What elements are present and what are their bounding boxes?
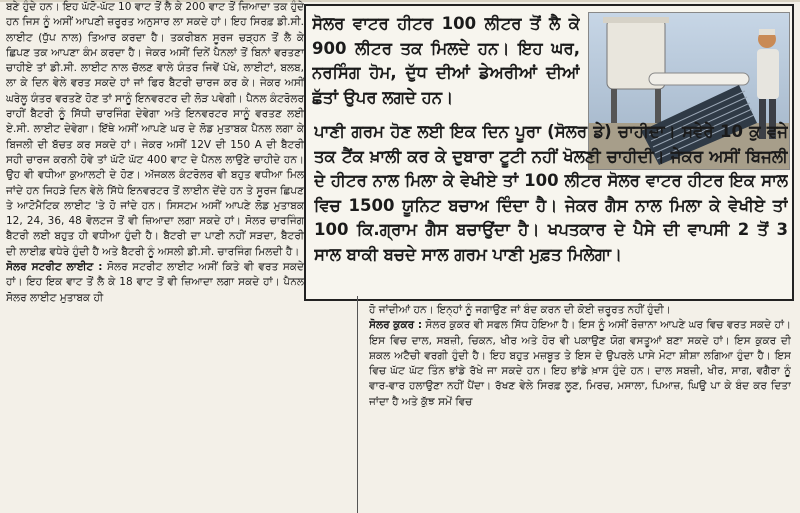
cooker-heading: ਸੋਲਰ ਕੁਕਰ :	[369, 319, 423, 332]
box-top-text: ਸੋਲਰ ਵਾਟਰ ਹੀਟਰ 100 ਲੀਟਰ ਤੋਂ ਲੈ ਕੇ 900 ਲੀਟਰ ਤਕ ਮਿਲਦੇ ਹਨ। ਇਹ ਘਰ, ਨਰਸਿੰਗ ਹੋਮ, ਦੁੱਧ ਦੀਆਂ ਡੇਅਰੀਆਂ ਦੀਆਂ ਛੱਤਾਂ ਉਪਰ ਲਗਦੇ ਹਨ।	[312, 14, 580, 107]
left-paragraph: ਬਣੇ ਹੁੰਦੇ ਹਨ। ਇਹ ਘੱਟੋ-ਘੱਟ 10 ਵਾਟ ਤੋਂ ਲੈ ਕੇ 200 ਵਾਟ ਤੋਂ ਜ਼ਿਆਦਾ ਤਕ ਹੁੰਦੇ ਹਨ ਜਿਸ ਨੂੰ ਅਸੀਂ ਆਪਣੀ ਜ਼ਰੂਰਤ ਅਨੁਸਾਰ ਲਾ ਸਕਦੇ ਹਾਂ। ਇਹ ਸਿਰਫ਼ ਡੀ.ਸੀ. ਲਾਈਟ (ਧੁੱਪ ਨਾਲ) ਤਿਆਰ ਕਰਦਾ ਹੈ। ਤਕਰੀਬਨ ਸੂਰਜ ਚੜ੍ਹਨ ਤੋਂ ਲੈ ਕੇ ਛਿਪਣ ਤਕ ਆਪਣਾ ਕੰਮ ਕਰਦਾ ਹੈ। ਜੇਕਰ ਅਸੀਂ ਦਿਨੇਂ ਪੈਨਲਾਂ ਤੋਂ ਬਿਨਾਂ ਵਰਤਣਾ ਚਾਹੀਏ ਤਾਂ ਡੀ.ਸੀ. ਲਾਈਟ ਨਾਲ ਚੱਲਣ ਵਾਲੇ ਯੰਤਰ ਜਿਵੇਂ ਪੱਖੇ, ਲਾਈਟਾਂ, ਬਲਬ, ਲਾ ਕੇ ਦਿਨ ਵੇਲੇ ਵਰਤ ਸਕਦੇ ਹਾਂ ਜਾਂ ਫਿਰ ਬੈਟਰੀ ਚਾਰਜ ਕਰ ਕੇ। ਜੇਕਰ ਅਸੀਂ ਘਰੇਲੂ ਯੰਤਰ ਵਰਤਣੇ ਹੋਣ ਤਾਂ ਸਾਨੂੰ ਇਨਵਰਟਰ ਦੀ ਲੋੜ ਪਵੇਗੀ। ਪੈਨਲ ਕੰਟਰੋਲਰ ਰਾਹੀਂ ਬੈਟਰੀ ਨੂੰ ਸਿੱਧੀ ਚਾਰਜਿੰਗ ਦੇਵੇਗਾ ਅਤੇ ਇਨਵਰਟਰ ਸਾਨੂੰ ਵਰਤਣ ਲਈ ਏ.ਸੀ. ਲਾਈਟ ਦੇਵੇਗਾ। ਇੱਥੇ ਅਸੀਂ ਆਪਣੇ ਘਰ ਦੇ ਲੋਡ ਮੁਤਾਬਕ ਪੈਨਲ ਲਗਾ ਕੇ ਬਿਜਲੀ ਦੀ ਬੱਚਤ ਕਰ ਸਕਦੇ ਹਾਂ। ਜੇਕਰ ਅਸੀਂ 12V ਦੀ 150 A ਦੀ ਬੈਟਰੀ ਸਹੀ ਚਾਰਜ ਕਰਨੀ ਹੋਵੇ ਤਾਂ ਘੱਟੋ ਘੱਟ 400 ਵਾਟ ਦੇ ਪੈਨਲ ਲਾਉਣੇ ਚਾਹੀਦੇ ਹਨ। ਉਹ ਵੀ ਵਧੀਆ ਕੁਆਲਟੀ ਦੇ ਹੋਣ। ਅੱਜਕਲ ਕੰਟਰੋਲਰ ਵੀ ਬਹੁਤ ਵਧੀਆ ਮਿਲ ਜਾਂਦੇ ਹਨ ਜਿਹੜੇ ਦਿਨ ਵੇਲੇ ਸਿੱਧੇ ਇਨਵਰਟਰ ਤੋਂ ਲਾਈਨ ਦੇਂਦੇ ਹਨ ਤੇ ਸੂਰਜ ਛਿਪਣ ਤੇ ਆਟੋਮੈਟਿਕ ਲਾਈਟ 'ਤੇ ਹੋ ਜਾਂਦੇ ਹਨ। ਸਿਸਟਮ ਅਸੀਂ ਆਪਣੇ ਲੋਡ ਮੁਤਾਬਕ 12, 24, 36, 48 ਵੋਲਟਜ ਤੋਂ ਵੀ ਜ਼ਿਆਦਾ ਲਗਾ ਸਕਦੇ ਹਾਂ। ਸੋਲਰ ਚਾਰਜਿੰਗ ਬੈਟਰੀ ਲਈ ਬਹੁਤ ਹੀ ਵਧੀਆ ਹੁੰਦੀ ਹੈ। ਬੈਟਰੀ ਦਾ ਪਾਣੀ ਨਹੀਂ ਸੜਦਾ, ਬੈਟਰੀ ਦੀ ਲਾਈਫ਼ ਵਧੇਰੇ ਹੁੰਦੀ ਹੈ ਅਤੇ ਬੈਟਰੀ ਨੂੰ ਅਸਲੀ ਡੀ.ਸੀ. ਚਾਰਜਿੰਗ ਮਿਲਦੀ ਹੈ।	[6, 1, 304, 258]
cooker-text: ਸੋਲਰ ਕੁਕਰ ਵੀ ਸਫਲ ਸਿੱਧ ਹੋਇਆ ਹੈ। ਇਸ ਨੂੰ ਅਸੀਂ ਰੋਜ਼ਾਨਾ ਆਪਣੇ ਘਰ ਵਿਚ ਵਰਤ ਸਕਦੇ ਹਾਂ। ਇਸ ਵਿਚ ਦਾਲ, ਸਬਜ਼ੀ, ਚਿਕਨ, ਖੀਰ ਅਤੇ ਹੋਰ ਵੀ ਪਕਾਉਣ ਯੋਗ ਵਸਤੂਆਂ ਬਣਾ ਸਕਦੇ ਹਾਂ। ਇਸ ਕੁਕਰ ਦੀ ਸ਼ਕਲ ਅਟੈਚੀ ਵਰਗੀ ਹੁੰਦੀ ਹੈ। ਇਹ ਬਹੁਤ ਮਜ਼ਬੂਤ ਤੇ ਇਸ ਦੇ ਉਪਰਲੇ ਪਾਸੇ ਮੋਟਾ ਸ਼ੀਸ਼ਾ ਲਗਿਆ ਹੁੰਦਾ ਹੈ। ਇਸ ਵਿਚ ਘੱਟ ਘੱਟ ਤਿੰਨ ਭਾਂਡੇ ਰੱਖੇ ਜਾ ਸਕਦੇ ਹਨ। ਇਹ ਭਾਂਡੇ ਖ਼ਾਸ ਹੁੰਦੇ ਹਨ। ਦਾਲ ਸਬਜ਼ੀ, ਖੀਰ, ਸਾਗ, ਵਗੈਰਾ ਨੂੰ ਵਾਰ-ਵਾਰ ਹਲਾਉਣਾ ਨਹੀਂ ਪੈਂਦਾ। ਰੱਖਣ ਵੇਲੇ ਸਿਰਫ਼ ਲੂਣ, ਮਿਰਚ, ਮਸਾਲਾ, ਪਿਆਜ਼, ਘਿਉ ਪਾ ਕੇ ਬੰਦ ਕਰ ਦਿਤਾ ਜਾਂਦਾ ਹੈ ਅਤੇ ਕੁੱਝ ਸਮੇਂ ਵਿਚ	[369, 319, 791, 408]
street-light-text: ਸੋਲਰ ਸਟਰੀਟ ਲਾਈਟ ਅਸੀਂ ਕਿਤੇ ਵੀ ਵਰਤ ਸਕਦੇ ਹਾਂ। ਇਹ ਇਕ ਵਾਟ ਤੋਂ ਲੈ ਕੇ 18 ਵਾਟ ਤੋਂ ਵੀ ਜ਼ਿਆਦਾ ਲਗਾ ਸਕਦੇ ਹਾਂ। ਪੈਨਲ ਸੋਲਰ ਲਾਈਟ ਮੁਤਾਬਕ ਹੀ	[6, 261, 304, 304]
column-divider	[357, 296, 358, 513]
street-light-paragraph	[6, 260, 304, 306]
street-light-heading: ਸੋਲਰ ਸਟਰੀਟ ਲਾਈਟ :	[6, 261, 103, 274]
middle-intro: ਹੋ ਜਾਂਦੀਆਂ ਹਨ। ਇਨ੍ਹਾਂ ਨੂੰ ਜਗਾਉਣ ਜਾਂ ਬੰਦ ਕਰਨ ਦੀ ਕੋਈ ਜ਼ਰੂਰਤ ਨਹੀਂ ਹੁੰਦੀ।	[369, 304, 671, 316]
middle-column	[369, 303, 791, 513]
cooker-paragraph	[369, 318, 791, 410]
left-column	[6, 0, 304, 513]
box-body-text: ਪਾਣੀ ਗਰਮ ਹੋਣ ਲਈ ਇਕ ਦਿਨ ਪੂਰਾ (ਸੋਲਰ ਡੇ) ਚਾਹੀਦਾ। ਸਵੇਰੇ 10 ਕੁ ਵਜੇ ਤਕ ਟੈਂਕ ਖ਼ਾਲੀ ਕਰ ਕੇ ਦੁਬਾਰਾ ਟੂਟੀ ਨਹੀਂ ਖੋਲਣੀ ਚਾਹੀਦੀ। ਜੇਕਰ ਅਸੀਂ ਬਿਜਲੀ ਦੇ ਹੀਟਰ ਨਾਲ ਮਿਲਾ ਕੇ ਵੇਖੀਏ ਤਾਂ 100 ਲੀਟਰ ਸੋਲਰ ਵਾਟਰ ਹੀਟਰ ਇਕ ਸਾਲ ਵਿਚ 1500 ਯੂਨਿਟ ਬਚਾਅ ਦਿੰਦਾ ਹੈ। ਜੇਕਰ ਗੈਸ ਨਾਲ ਮਿਲਾ ਕੇ ਵੇਖੀਏ ਤਾਂ 100 ਕਿ.ਗ੍ਰਾਮ ਗੈਸ ਬਚਾਉਂਦਾ ਹੈ। ਖਪਤਕਾਰ ਦੇ ਪੈਸੇ ਦੀ ਵਾਪਸੀ 2 ਤੋਂ 3 ਸਾਲ ਬਾਕੀ ਬਚਦੇ ਸਾਲ ਗਰਮ ਪਾਣੀ ਮੁਫ਼ਤ ਮਿਲੇਗਾ।	[314, 122, 788, 264]
solar-water-heater-box	[304, 4, 794, 301]
